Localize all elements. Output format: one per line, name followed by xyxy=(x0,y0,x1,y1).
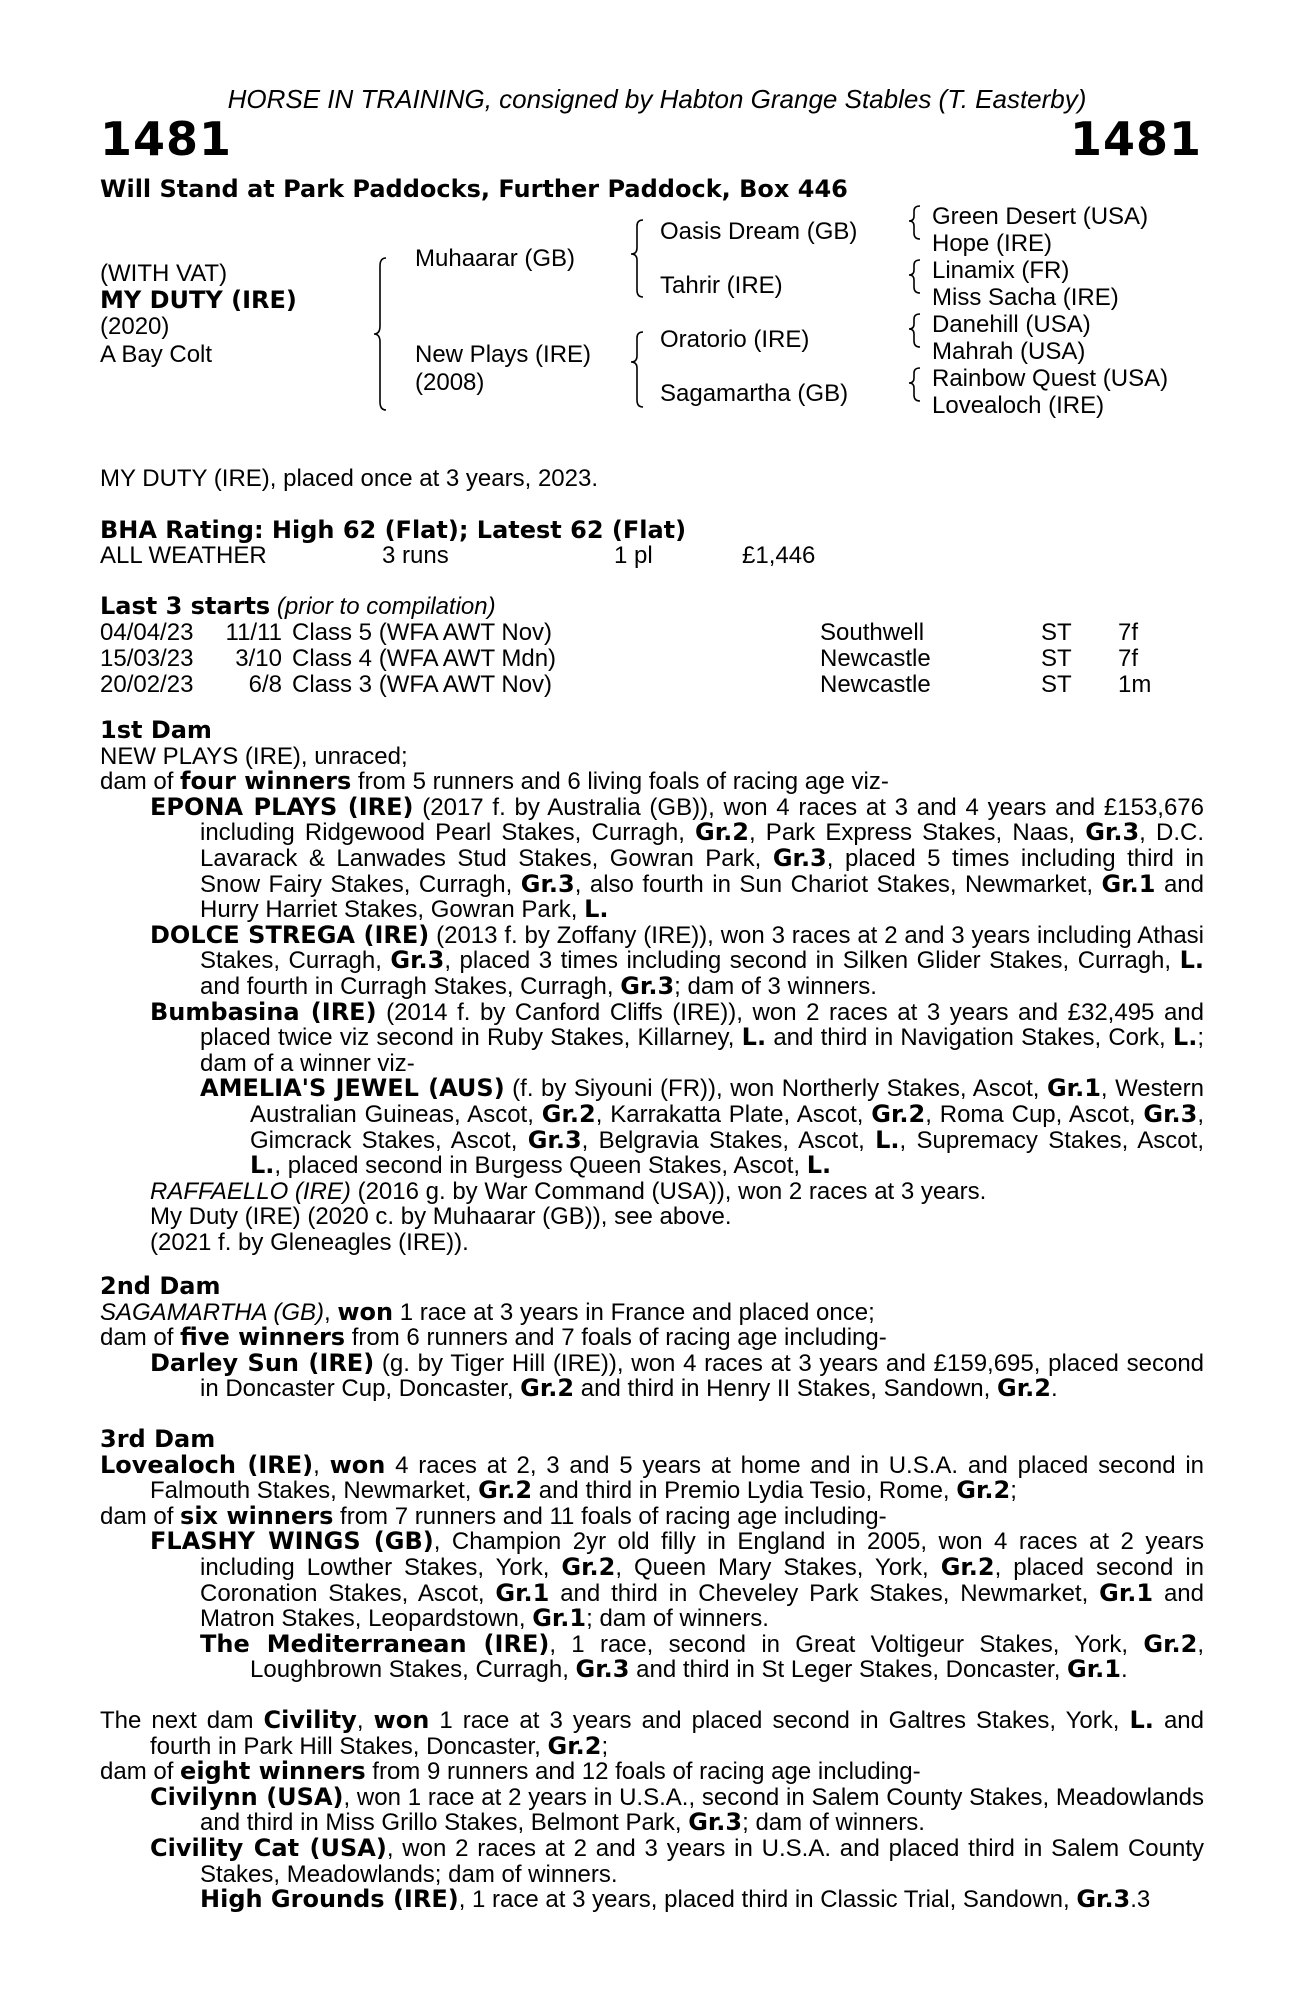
first-dam-produce xyxy=(100,769,1204,795)
text-run: , xyxy=(356,1707,374,1734)
text-run: , 1 race at 3 years, placed third in Classic Trial, Sandown, xyxy=(458,1886,1077,1914)
text-run: , placed second in Burgess Queen Stakes, Ascot, xyxy=(274,1152,807,1180)
text-run: High Grounds (IRE) xyxy=(200,1885,459,1914)
text-run: and third in Henry II Stakes, Sandown, xyxy=(574,1375,997,1403)
placed: 1 pl xyxy=(614,542,653,569)
text-run: , won 1 race at 2 years in U.S.A., second in Salem County Stakes, Meadowlands and third in Miss Grillo Stakes, Belmont Park, xyxy=(200,1783,1204,1837)
text-run: dam of xyxy=(100,768,181,796)
start-surface: ST xyxy=(1041,619,1072,646)
text-run: , Belgravia Stakes, Ascot, xyxy=(581,1126,876,1154)
brace-ds xyxy=(909,314,920,347)
text-run: five winners xyxy=(180,1323,346,1352)
text-run: , Roma Cup, Ascot, xyxy=(925,1100,1144,1128)
text-run: won xyxy=(337,1297,394,1326)
text-run: Gr.2 xyxy=(956,1476,1011,1505)
text-run: Gr.1 xyxy=(1099,1578,1154,1607)
dds: Rainbow Quest (USA) xyxy=(932,365,1169,392)
text-run: L. xyxy=(1172,1023,1198,1052)
text-run: Gr.2 xyxy=(997,1374,1051,1403)
produce-the-mediterranean xyxy=(200,1629,1205,1684)
text-run: and third in Cheveley Park Stakes, Newmarket, xyxy=(549,1579,1100,1607)
third-dam-line xyxy=(100,1450,1204,1505)
text-run: four winners xyxy=(180,767,352,796)
start-position: 3/10 xyxy=(235,645,282,672)
text-run: from 7 runners and 11 foals of racing age including- xyxy=(333,1502,887,1530)
horse-description: A Bay Colt xyxy=(100,341,213,368)
sds: Linamix (FR) xyxy=(932,257,1070,284)
text-run: L. xyxy=(584,895,609,924)
text-run: (2016 g. by War Command (USA)), won 2 races at 3 years. xyxy=(350,1177,987,1205)
text-run: L. xyxy=(250,1151,275,1180)
text-run: , also fourth in Sun Chariot Stakes, Newmarket, xyxy=(574,870,1102,898)
text-run: .3 xyxy=(1130,1886,1151,1914)
text-run: Lovealoch (IRE) xyxy=(100,1450,314,1479)
start-course: Southwell xyxy=(820,619,925,646)
vat-note: (WITH VAT) xyxy=(100,260,228,287)
lot-number-right: 1481 xyxy=(1069,112,1202,166)
text-run: Gr.2 xyxy=(478,1476,533,1505)
first-dam-heading: 1st Dam xyxy=(100,716,212,744)
race-summary: MY DUTY (IRE), placed once at 3 years, 2023. xyxy=(100,465,599,492)
text-run: , xyxy=(324,1298,338,1326)
text-run: Bumbasina (IRE) xyxy=(150,997,377,1026)
start-distance: 1m xyxy=(1118,671,1152,698)
text-run: (2017 f. by Australia (GB)), won 4 races at 3 and 4 years and £153,676 including Ridgewood Pearl Stakes, Curragh, xyxy=(200,793,1204,847)
first-dam-line: NEW PLAYS (IRE), unraced; xyxy=(100,742,408,770)
text-run: . xyxy=(1120,1656,1128,1684)
runs: 3 runs xyxy=(382,542,449,569)
sire: Muhaarar (GB) xyxy=(415,245,576,272)
text-run: and third in Navigation Stakes, Cork, xyxy=(766,1024,1173,1052)
brace-sd xyxy=(909,260,920,293)
start-course: Newcastle xyxy=(820,671,931,698)
brace-ss xyxy=(909,206,920,239)
brace-gen1 xyxy=(374,258,386,410)
produce-my-duty: My Duty (IRE) (2020 c. by Muhaarar (GB)), see above. xyxy=(150,1203,732,1231)
produce-darley-sun xyxy=(150,1348,1205,1403)
text-run: , Loughbrown Stakes, Curragh, xyxy=(250,1630,1205,1684)
text-run: , Karrakatta Plate, Ascot, xyxy=(595,1100,872,1128)
text-run: dam of xyxy=(100,1324,181,1352)
text-run: DOLCE STREGA (IRE) xyxy=(150,920,430,949)
text-run: , Queen Mary Stakes, York, xyxy=(615,1553,941,1581)
produce-civility-cat xyxy=(150,1833,1205,1888)
text-run: from 6 runners and 7 foals of racing age including- xyxy=(345,1324,887,1352)
start-surface: ST xyxy=(1041,645,1072,672)
text-run: Gr.1 xyxy=(495,1578,550,1607)
sss: Green Desert (USA) xyxy=(932,203,1149,230)
last-starts-note: (prior to compilation) xyxy=(276,593,496,620)
second-dam-produce xyxy=(100,1325,1204,1351)
text-run: , D.C. Lavarack & Lanwades Stud Stakes, Gowran Park, xyxy=(200,819,1204,872)
produce-2021-filly: (2021 f. by Gleneagles (IRE)). xyxy=(150,1228,469,1256)
first-dam-section xyxy=(100,718,1204,1255)
text-run: (2014 f. by Canford Cliffs (IRE)), won 2 races at 3 years and £32,495 and placed twice viz second in Ruby Stakes, Killarney, xyxy=(200,998,1204,1052)
text-run: , Supremacy Stakes, Ascot, xyxy=(899,1126,1204,1154)
last-starts-title: Last 3 starts xyxy=(100,592,271,620)
produce-amelias-jewel xyxy=(200,1076,1204,1178)
start-race: Class 5 (WFA AWT Nov) xyxy=(292,619,553,646)
next-dam-line xyxy=(100,1708,1204,1759)
text-run: Gr.3 xyxy=(772,843,827,872)
produce-civilynn xyxy=(150,1782,1204,1837)
text-run: Gr.2 xyxy=(1143,1629,1198,1658)
text-run: The Mediterranean (IRE) xyxy=(200,1629,550,1658)
text-run: . xyxy=(1050,1375,1058,1403)
produce-epona-plays xyxy=(150,792,1205,924)
start-date: 15/03/23 xyxy=(100,645,194,672)
text-run: Gr.2 xyxy=(695,818,749,847)
ssd: Hope (IRE) xyxy=(932,230,1053,257)
produce-bumbasina xyxy=(150,997,1205,1077)
text-run: Gr.1 xyxy=(532,1604,587,1633)
text-run: L. xyxy=(875,1125,900,1154)
text-run: Gr.1 xyxy=(1067,1655,1121,1684)
text-run: ; xyxy=(1010,1477,1017,1505)
text-run: from 5 runners and 6 living foals of racing age viz- xyxy=(351,768,889,796)
text-run: eight winners xyxy=(180,1757,366,1786)
text-run: (f. by Siyouni (FR)), won Northerly Stakes, Ascot, xyxy=(504,1075,1047,1103)
second-dam-section xyxy=(100,1274,1204,1402)
brace-sire xyxy=(631,220,643,297)
text-run: and fourth in Park Hill Stakes, Doncaster, xyxy=(150,1707,1204,1760)
text-run: 1 race at 3 years in France and placed once; xyxy=(393,1298,875,1326)
lot-number-left: 1481 xyxy=(100,112,233,166)
text-run: , 1 race, second in Great Voltigeur Stakes, York, xyxy=(549,1630,1144,1658)
text-run: L. xyxy=(1179,946,1205,975)
text-run: L. xyxy=(741,1023,767,1052)
text-run: ; xyxy=(601,1732,609,1760)
text-run: Gr.2 xyxy=(547,1731,602,1760)
text-run: and third in Premio Lydia Tesio, Rome, xyxy=(532,1477,957,1505)
start-surface: ST xyxy=(1041,671,1072,698)
sire-dam: Tahrir (IRE) xyxy=(660,272,783,299)
text-run: AMELIA'S JEWEL (AUS) xyxy=(200,1074,505,1103)
text-run: Gr.3 xyxy=(527,1125,582,1154)
text-run: Gr.3 xyxy=(1143,1099,1198,1128)
bha-rating: BHA Rating: High 62 (Flat); Latest 62 (Flat) xyxy=(100,516,687,544)
text-run: , Gimcrack Stakes, Ascot, xyxy=(250,1100,1205,1154)
start-course: Newcastle xyxy=(820,645,931,672)
text-run: dam of xyxy=(100,1502,181,1530)
second-dam-line xyxy=(100,1297,1204,1326)
text-run: (2013 f. by Zoffany (IRE)), won 3 races at 2 and 3 years including Athasi Stakes, Curragh, xyxy=(200,921,1204,975)
text-run: , Western Australian Guineas, Ascot, xyxy=(250,1075,1204,1128)
produce-raffaello xyxy=(150,1179,1204,1205)
text-run: Gr.2 xyxy=(871,1099,926,1128)
start-distance: 7f xyxy=(1118,619,1139,646)
start-race: Class 3 (WFA AWT Nov) xyxy=(292,671,553,698)
third-dam-heading: 3rd Dam xyxy=(100,1425,216,1453)
text-run: from 9 runners and 12 foals of racing age including- xyxy=(365,1758,921,1786)
consignor-line: HORSE IN TRAINING, consigned by Habton Grange Stables (T. Easterby) xyxy=(227,84,1087,114)
text-run: SAGAMARTHA (GB) xyxy=(100,1298,325,1326)
earnings: £1,446 xyxy=(742,542,816,569)
text-run: Gr.3 xyxy=(520,869,575,898)
last-starts-heading xyxy=(100,592,496,621)
text-run: Civility xyxy=(263,1706,357,1734)
start-date: 20/02/23 xyxy=(100,671,194,698)
produce-flashy-wings xyxy=(150,1529,1204,1631)
third-dam-section xyxy=(100,1427,1204,1683)
text-run: Gr.2 xyxy=(520,1374,575,1403)
text-run: , placed 5 times including third in Snow Fairy Stakes, Curragh, xyxy=(200,844,1204,898)
text-run: L. xyxy=(1129,1706,1154,1734)
text-run: Civilynn (USA) xyxy=(150,1782,344,1811)
text-run: Gr.1 xyxy=(1101,869,1156,898)
text-run: L. xyxy=(806,1151,832,1180)
text-run: Gr.2 xyxy=(561,1552,616,1581)
text-run: Gr.3 xyxy=(688,1808,743,1837)
text-run: Gr.3 xyxy=(620,971,675,1000)
surface: ALL WEATHER xyxy=(100,542,267,569)
text-run: six winners xyxy=(180,1501,334,1530)
text-run: FLASHY WINGS (GB) xyxy=(150,1527,434,1556)
text-run: , Park Express Stakes, Naas, xyxy=(748,819,1086,847)
text-run: The next dam xyxy=(100,1707,264,1734)
text-run: ; dam of 3 winners. xyxy=(674,972,877,1000)
text-run: EPONA PLAYS (IRE) xyxy=(150,792,414,821)
second-dam-heading: 2nd Dam xyxy=(100,1272,221,1300)
text-run: and Matron Stakes, Leopardstown, xyxy=(200,1579,1204,1633)
sdd: Miss Sacha (IRE) xyxy=(932,284,1119,311)
produce-dolce-strega xyxy=(150,920,1205,1000)
horse-year: (2020) xyxy=(100,313,170,340)
text-run: dam of xyxy=(100,1758,181,1786)
text-run: and third in St Leger Stakes, Doncaster, xyxy=(629,1656,1068,1684)
text-run: 1 race at 3 years and placed second in Galtres Stakes, York, xyxy=(429,1707,1130,1734)
start-position: 6/8 xyxy=(248,671,282,698)
stand-location: Will Stand at Park Paddocks, Further Paddock, Box 446 xyxy=(100,175,848,203)
produce-high-grounds xyxy=(200,1887,1204,1913)
dsd: Mahrah (USA) xyxy=(932,338,1086,365)
text-run: ; dam of winners. xyxy=(742,1809,925,1837)
text-run: Gr.2 xyxy=(541,1099,596,1128)
next-dam-produce xyxy=(100,1759,1204,1785)
dam: New Plays (IRE) xyxy=(415,341,592,368)
text-run: won xyxy=(373,1706,430,1734)
brace-dam xyxy=(631,332,643,407)
next-dam-section xyxy=(100,1708,1204,1913)
text-run: ; dam of winners. xyxy=(586,1605,769,1633)
text-run: , placed second in Coronation Stakes, Ascot, xyxy=(200,1553,1204,1607)
text-run: , xyxy=(313,1451,330,1479)
text-run: 4 races at 2, 3 and 5 years at home and in U.S.A. and placed second in Falmouth Stakes, Newmarket, xyxy=(150,1451,1204,1505)
text-run: Gr.3 xyxy=(575,1655,630,1684)
text-run: Gr.2 xyxy=(940,1552,995,1581)
dam-year: (2008) xyxy=(415,369,485,396)
text-run: won xyxy=(329,1450,386,1479)
start-distance: 7f xyxy=(1118,645,1139,672)
text-run: Gr.3 xyxy=(1076,1885,1131,1914)
dss: Danehill (USA) xyxy=(932,311,1091,338)
pedigree-braces xyxy=(0,0,1314,440)
text-run: , won 2 races at 2 and 3 years in U.S.A. and placed third in Salem County Stakes, Meadowlands; dam of winners. xyxy=(200,1834,1205,1888)
ddd: Lovealoch (IRE) xyxy=(932,392,1105,419)
text-run: , placed 3 times including second in Silken Glider Stakes, Curragh, xyxy=(444,947,1180,975)
text-run: Gr.3 xyxy=(1085,818,1140,847)
text-run: and fourth in Curragh Stakes, Curragh, xyxy=(200,972,621,1000)
dam-sire: Oratorio (IRE) xyxy=(660,326,810,353)
start-date: 04/04/23 xyxy=(100,619,194,646)
text-run: and Hurry Harriet Stakes, Gowran Park, xyxy=(200,870,1205,924)
sire-sire: Oasis Dream (GB) xyxy=(660,218,858,245)
start-position: 11/11 xyxy=(225,619,282,646)
start-race: Class 4 (WFA AWT Mdn) xyxy=(292,645,557,672)
text-run: Civility Cat (USA) xyxy=(150,1833,387,1862)
text-run: Gr.3 xyxy=(390,946,445,975)
text-run: ; dam of a winner viz- xyxy=(200,1024,1205,1077)
text-run: (g. by Tiger Hill (IRE)), won 4 races at 3 years and £159,695, placed second in Doncaster Cup, Doncaster, xyxy=(200,1349,1205,1403)
text-run: RAFFAELLO (IRE) xyxy=(150,1177,351,1205)
dam-dam: Sagamartha (GB) xyxy=(660,380,849,407)
text-run: , Champion 2yr old filly in England in 2005, won 4 races at 2 years including Lowther Stakes, York, xyxy=(200,1528,1204,1581)
text-run: Gr.1 xyxy=(1046,1074,1101,1103)
third-dam-produce xyxy=(100,1501,1204,1530)
horse-name: MY DUTY (IRE) xyxy=(100,286,297,314)
text-run: Darley Sun (IRE) xyxy=(150,1348,375,1377)
brace-dd xyxy=(909,368,920,401)
